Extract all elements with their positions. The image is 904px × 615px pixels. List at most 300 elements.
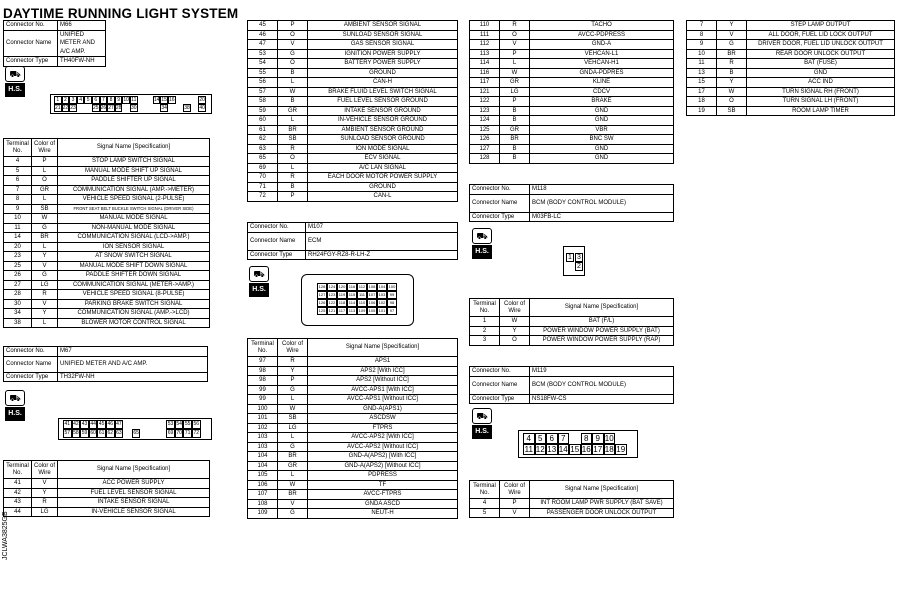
signal-name: DRIVER DOOR, FUEL LID UNLOCK OUTPUT (747, 40, 895, 50)
signal-name: ALL DOOR, FUEL LID LOCK OUTPUT (747, 30, 895, 40)
signal-name: AVCC-FTPRS (308, 490, 458, 500)
signal-name: TURN SIGNAL RH (FRONT) (747, 87, 895, 97)
page-title: DAYTIME RUNNING LIGHT SYSTEM (3, 6, 239, 21)
signal-name: GROUND (308, 182, 458, 192)
header-terminal-no: Terminal No. (248, 339, 278, 357)
signal-name: BATTERY POWER SUPPLY (308, 59, 458, 69)
wire-color: V (278, 40, 308, 50)
table-row (248, 414, 458, 424)
signal-name: GND-A(APS1) (308, 404, 458, 414)
terminal-no: 103 (248, 442, 278, 452)
signal-name: KLINE (530, 78, 674, 88)
label-connector-name: Connector Name (4, 30, 58, 57)
wire-color: GR (500, 125, 530, 135)
wire-color: BR (500, 135, 530, 145)
table-row (470, 49, 674, 59)
terminal-no: 43 (4, 498, 32, 508)
connector-info-m119 (469, 366, 674, 404)
signal-name: SUNLOAD SENSOR GROUND (308, 135, 458, 145)
signal-name: MANUAL MODE SHIFT DOWN SIGNAL (58, 261, 210, 271)
signal-name: IN-VEHICLE SENSOR SIGNAL (58, 507, 210, 517)
connector-pin: 47 (116, 421, 122, 427)
signal-name: STOP LAMP SWITCH SIGNAL (58, 157, 210, 167)
table-header (470, 481, 674, 499)
connector-pin: 13 (547, 445, 557, 454)
wire-color: R (278, 173, 308, 183)
signal-name: ACC POWER SUPPLY (58, 479, 210, 489)
terminal-table-m107-cont (469, 20, 674, 164)
table-row (248, 163, 458, 173)
wire-color: B (278, 182, 308, 192)
header-signal-name: Signal Name [Specification] (58, 139, 210, 157)
wire-color: O (278, 154, 308, 164)
connector-no: M118 (530, 185, 674, 195)
signal-name: GND (530, 144, 674, 154)
table-row (248, 116, 458, 126)
table-row (687, 97, 895, 107)
connector-pin: 11 (524, 445, 533, 454)
signal-name: MANUAL MODE SIGNAL (58, 214, 210, 224)
wire-color: V (278, 499, 308, 509)
table-header (470, 299, 674, 317)
connector-pin: 72 (193, 430, 200, 436)
wire-color: G (278, 49, 308, 59)
wire-color: SB (278, 135, 308, 145)
terminal-no: 117 (470, 78, 500, 88)
connector-info-m66 (3, 20, 106, 67)
terminal-no: 13 (687, 68, 717, 78)
terminal-no: 122 (470, 97, 500, 107)
wire-color: BR (717, 49, 747, 59)
signal-name: ION MODE SIGNAL (308, 144, 458, 154)
connector-pin: 114 (348, 300, 356, 305)
terminal-no: 56 (248, 78, 278, 88)
header-signal-name: Signal Name [Specification] (58, 461, 210, 479)
terminal-no: 7 (4, 185, 32, 195)
table-row (470, 499, 674, 509)
table-row (687, 21, 895, 31)
terminal-no: 11 (4, 223, 32, 233)
table-row (4, 176, 210, 186)
signal-name: GND (530, 154, 674, 164)
terminal-no: 60 (248, 116, 278, 126)
table-row (470, 40, 674, 50)
wire-color: W (278, 404, 308, 414)
connector-pin: 71 (184, 430, 191, 436)
harness-side-icon: ⛟ H.S. (5, 390, 27, 420)
terminal-no: 125 (470, 125, 500, 135)
label-connector-type: Connector Type (4, 57, 58, 67)
connector-pin: 45 (98, 421, 105, 427)
connector-name: UNIFIED METER AND A/C AMP. (58, 356, 208, 372)
terminal-table-m118 (469, 298, 674, 346)
connector-pin: 62 (107, 430, 114, 436)
table-row (470, 125, 674, 135)
terminal-no: 108 (248, 499, 278, 509)
wire-color: R (278, 144, 308, 154)
connector-pin: 6 (92, 96, 100, 104)
signal-name: CDCV (530, 87, 674, 97)
terminal-no: 103 (248, 433, 278, 443)
table-row (687, 49, 895, 59)
table-row (470, 154, 674, 164)
connector-name: BCM (BODY CONTROL MODULE) (530, 194, 674, 212)
wire-color: GR (278, 461, 308, 471)
connector-pin: 15 (161, 97, 167, 103)
wire-color: G (32, 223, 58, 233)
table-row (248, 78, 458, 88)
wire-color: P (278, 21, 308, 31)
signal-name: COMMUNICATION SIGNAL (AMP.->LCD) (58, 309, 210, 319)
terminal-no: 98 (248, 376, 278, 386)
terminal-no: 126 (470, 135, 500, 145)
signal-name: INT ROOM LAMP PWR SUPPLY (BAT SAVE) (530, 499, 674, 509)
wire-color: Y (717, 21, 747, 31)
wire-color: B (717, 68, 747, 78)
wire-color: V (32, 299, 58, 309)
signal-name: AVCC-APS1 [With ICC] (308, 385, 458, 395)
table-row (248, 49, 458, 59)
connector-no: M119 (530, 367, 674, 377)
wire-color: B (500, 154, 530, 164)
connector-pin: 23 (70, 105, 76, 111)
connector-pin: 14 (153, 97, 160, 103)
table-row (248, 404, 458, 414)
header-terminal-no: Terminal No. (4, 139, 32, 157)
connector-pin: 20 (199, 97, 205, 103)
terminal-no: 106 (248, 480, 278, 490)
wire-color: P (278, 192, 308, 202)
connector-type: NS18FW-CS (530, 394, 674, 404)
signal-name: SUNLOAD SENSOR SIGNAL (308, 30, 458, 40)
terminal-no: 100 (248, 404, 278, 414)
table-row (470, 97, 674, 107)
terminal-no: 112 (470, 40, 500, 50)
wire-color: L (278, 471, 308, 481)
signal-name: ECV SIGNAL (308, 154, 458, 164)
connector-pin: 38 (184, 105, 190, 111)
terminal-no: 19 (687, 106, 717, 116)
terminal-table-m107 (247, 338, 458, 519)
terminal-table-m119-cont (686, 20, 895, 116)
table-row (4, 195, 210, 205)
wire-color: LG (278, 423, 308, 433)
connector-pin: 122 (328, 300, 336, 305)
connector-pin: 42 (73, 421, 79, 427)
wire-color: GR (500, 78, 530, 88)
signal-name: STEP LAMP OUTPUT (747, 21, 895, 31)
table-row (248, 30, 458, 40)
label-connector-no: Connector No. (470, 185, 530, 195)
terminal-no: 111 (470, 30, 500, 40)
table-row (470, 21, 674, 31)
signal-name: AVCC-PDPRESS (530, 30, 674, 40)
label-connector-type: Connector Type (470, 394, 530, 404)
signal-name: FTPRS (308, 423, 458, 433)
table-row (248, 461, 458, 471)
harness-side-icon: ⛟ H.S. (472, 408, 494, 438)
connector-pin: 3 (69, 96, 77, 104)
wire-color: B (500, 116, 530, 126)
table-row (470, 30, 674, 40)
signal-name: BLOWER MOTOR CONTROL SIGNAL (58, 318, 210, 328)
connector-face-m67 (58, 418, 212, 440)
connector-pin: 119 (338, 292, 346, 297)
terminal-no: 41 (4, 479, 32, 489)
harness-side-icon: ⛟ H.S. (472, 228, 494, 258)
connector-pin: 46 (107, 421, 114, 427)
wire-color: Y (32, 252, 58, 262)
header-wire-color: Color of Wire (500, 299, 530, 317)
table-row (248, 154, 458, 164)
connector-pin: 116 (348, 284, 356, 289)
wire-color: L (32, 195, 58, 205)
terminal-no: 71 (248, 182, 278, 192)
table-row (470, 59, 674, 69)
table-row (4, 242, 210, 252)
connector-pin: 98 (387, 299, 397, 307)
connector-pin: 40 (199, 105, 205, 111)
signal-name: A/C LAN SIGNAL (308, 163, 458, 173)
table-row (687, 106, 895, 116)
label-connector-no: Connector No. (4, 347, 58, 357)
table-row (4, 157, 210, 167)
wire-color: O (32, 176, 58, 186)
connector-pin: 58 (73, 430, 79, 436)
terminal-no: 104 (248, 452, 278, 462)
terminal-no: 5 (470, 508, 500, 518)
connector-pin: 105 (368, 308, 376, 313)
connector-pin: 55 (184, 421, 191, 427)
wire-color: BR (278, 490, 308, 500)
connector-pin: 53 (167, 421, 174, 427)
table-row (470, 336, 674, 346)
table-row (4, 280, 210, 290)
terminal-no: 127 (470, 144, 500, 154)
connector-info-m67 (3, 346, 208, 382)
table-row (248, 192, 458, 202)
header-terminal-no: Terminal No. (4, 461, 32, 479)
signal-name: VBR (530, 125, 674, 135)
connector-pin: 113 (348, 308, 356, 313)
signal-name: GNDA ASCD (308, 499, 458, 509)
wire-color: O (278, 59, 308, 69)
signal-name: BAT (FUSE) (747, 59, 895, 69)
signal-name: REAR DOOR UNLOCK OUTPUT (747, 49, 895, 59)
wire-color: B (500, 106, 530, 116)
connector-pin: 127 (318, 292, 326, 297)
wire-color: GR (278, 106, 308, 116)
signal-name: GND (530, 106, 674, 116)
wire-color: W (278, 87, 308, 97)
signal-name: AT SNOW SWITCH SIGNAL (58, 252, 210, 262)
table-row (4, 261, 210, 271)
terminal-no: 18 (687, 97, 717, 107)
terminal-no: 128 (470, 154, 500, 164)
terminal-no: 28 (4, 290, 32, 300)
table-row (248, 366, 458, 376)
wire-color: BR (278, 452, 308, 462)
signal-name: POWER WINDOW POWER SUPPLY (BAT) (530, 326, 674, 336)
terminal-no: 98 (248, 366, 278, 376)
connector-pin: 43 (81, 421, 88, 427)
terminal-no: 42 (4, 488, 32, 498)
table-row (248, 423, 458, 433)
header-wire-color: Color of Wire (278, 339, 308, 357)
terminal-no: 4 (470, 499, 500, 509)
connector-pin: 17 (593, 445, 603, 454)
wire-color: W (717, 87, 747, 97)
table-row (248, 97, 458, 107)
signal-name: APS1 (308, 357, 458, 367)
connector-pin: 9 (592, 433, 604, 444)
connector-pin: 101 (378, 308, 386, 313)
connector-pin: 12 (535, 445, 545, 454)
signal-name: INTAKE SENSOR SIGNAL (58, 498, 210, 508)
wire-color: V (500, 40, 530, 50)
terminal-no: 4 (4, 157, 32, 167)
signal-name: BRAKE (530, 97, 674, 107)
wire-color: O (500, 336, 530, 346)
connector-pin: 16 (581, 445, 591, 454)
label-connector-type: Connector Type (248, 250, 306, 260)
terminal-no: 34 (4, 309, 32, 319)
terminal-no: 46 (248, 30, 278, 40)
connector-pin: 3 (575, 253, 583, 262)
connector-type: RH24FGY-RZ8-R-LH-Z (306, 250, 458, 260)
table-row (248, 452, 458, 462)
table-row (4, 498, 210, 508)
harness-side-icon: ⛟ H.S. (5, 66, 27, 96)
signal-name: BNC SW (530, 135, 674, 145)
connector-pin: 41 (64, 421, 71, 427)
table-header (248, 339, 458, 357)
terminal-no: 17 (687, 87, 717, 97)
terminal-no: 53 (248, 49, 278, 59)
table-row (687, 30, 895, 40)
connector-pin: 70 (176, 430, 182, 436)
wire-color: G (717, 40, 747, 50)
connector-pin: 117 (338, 308, 346, 313)
terminal-no: 47 (248, 40, 278, 50)
terminal-no: 99 (248, 395, 278, 405)
signal-name: AMBIENT SENSOR SIGNAL (308, 21, 458, 31)
wire-color: O (500, 30, 530, 40)
signal-name: GAS SENSOR SIGNAL (308, 40, 458, 50)
wire-color: R (32, 290, 58, 300)
connector-info-m107 (247, 222, 458, 260)
table-row (248, 499, 458, 509)
signal-name: ROOM LAMP TIMER (747, 106, 895, 116)
connector-name: UNIFIED METER AND A/C AMP. (58, 30, 106, 57)
terminal-no: 104 (248, 461, 278, 471)
header-wire-color: Color of Wire (32, 139, 58, 157)
signal-name: ACC IND (747, 78, 895, 88)
terminal-no: 97 (248, 357, 278, 367)
terminal-no: 45 (248, 21, 278, 31)
wire-color: V (717, 30, 747, 40)
signal-name: AVCC-APS1 [Without ICC] (308, 395, 458, 405)
table-row (248, 40, 458, 50)
table-row (4, 252, 210, 262)
wire-color: L (278, 163, 308, 173)
signal-name: VEHCAN-H1 (530, 59, 674, 69)
connector-pin: 18 (604, 445, 614, 454)
terminal-no: 30 (4, 299, 32, 309)
terminal-table-m119 (469, 480, 674, 518)
signal-name: TF (308, 480, 458, 490)
signal-name: GND-A(APS2) [Without ICC] (308, 461, 458, 471)
wire-color: P (278, 376, 308, 386)
table-row (4, 488, 210, 498)
table-row (470, 106, 674, 116)
signal-name: AVCC-APS2 [Without ICC] (308, 442, 458, 452)
table-row (248, 357, 458, 367)
signal-name: GNDA-PDPRES (530, 68, 674, 78)
connector-pin: 2 (575, 262, 583, 271)
signal-name: AVCC-APS2 [With ICC] (308, 433, 458, 443)
table-row (248, 59, 458, 69)
wire-color: LG (32, 280, 58, 290)
wire-color: L (500, 59, 530, 69)
wire-color: G (278, 385, 308, 395)
terminal-no: 101 (248, 414, 278, 424)
terminal-no: 10 (687, 49, 717, 59)
table-row (248, 490, 458, 500)
signal-name: MANUAL MODE SHIFT UP SIGNAL (58, 166, 210, 176)
wire-color: W (500, 317, 530, 327)
table-row (470, 317, 674, 327)
wire-color: G (278, 442, 308, 452)
connector-pin: 97 (387, 307, 397, 315)
terminal-no: 62 (248, 135, 278, 145)
connector-pin: 4 (523, 433, 535, 444)
table-row (4, 290, 210, 300)
connector-pin: 108 (368, 284, 376, 289)
wire-color: L (278, 433, 308, 443)
terminal-no: 63 (248, 144, 278, 154)
connector-pin: 44 (90, 421, 96, 427)
connector-no: M107 (306, 223, 458, 233)
connector-no: M66 (58, 21, 106, 31)
connector-pin: 2 (62, 96, 70, 104)
label-connector-no: Connector No. (470, 367, 530, 377)
signal-name: TURN SIGNAL LH (FRONT) (747, 97, 895, 107)
connector-pin: 110 (358, 300, 366, 305)
table-row (248, 21, 458, 31)
wire-color: P (500, 97, 530, 107)
connector-pin: 5 (84, 96, 92, 104)
wire-color: SB (717, 106, 747, 116)
connector-pin: 104 (378, 284, 386, 289)
signal-name: GND (530, 116, 674, 126)
terminal-no: 9 (687, 40, 717, 50)
table-row (4, 479, 210, 489)
table-row (248, 442, 458, 452)
connector-pin: 126 (318, 300, 326, 305)
table-row (4, 204, 210, 214)
connector-pin: 34 (161, 105, 167, 111)
harness-side-icon: ⛟ H.S. (249, 266, 271, 296)
signal-name: CAN-H (308, 78, 458, 88)
signal-name: FUEL LEVEL SENSOR SIGNAL (58, 488, 210, 498)
connector-pin: 118 (338, 300, 346, 305)
wire-color: V (32, 261, 58, 271)
terminal-no: 8 (687, 30, 717, 40)
signal-name: NEUT-H (308, 509, 458, 519)
signal-name: COMMUNICATION SIGNAL (AMP.->METER) (58, 185, 210, 195)
wire-color: W (278, 480, 308, 490)
